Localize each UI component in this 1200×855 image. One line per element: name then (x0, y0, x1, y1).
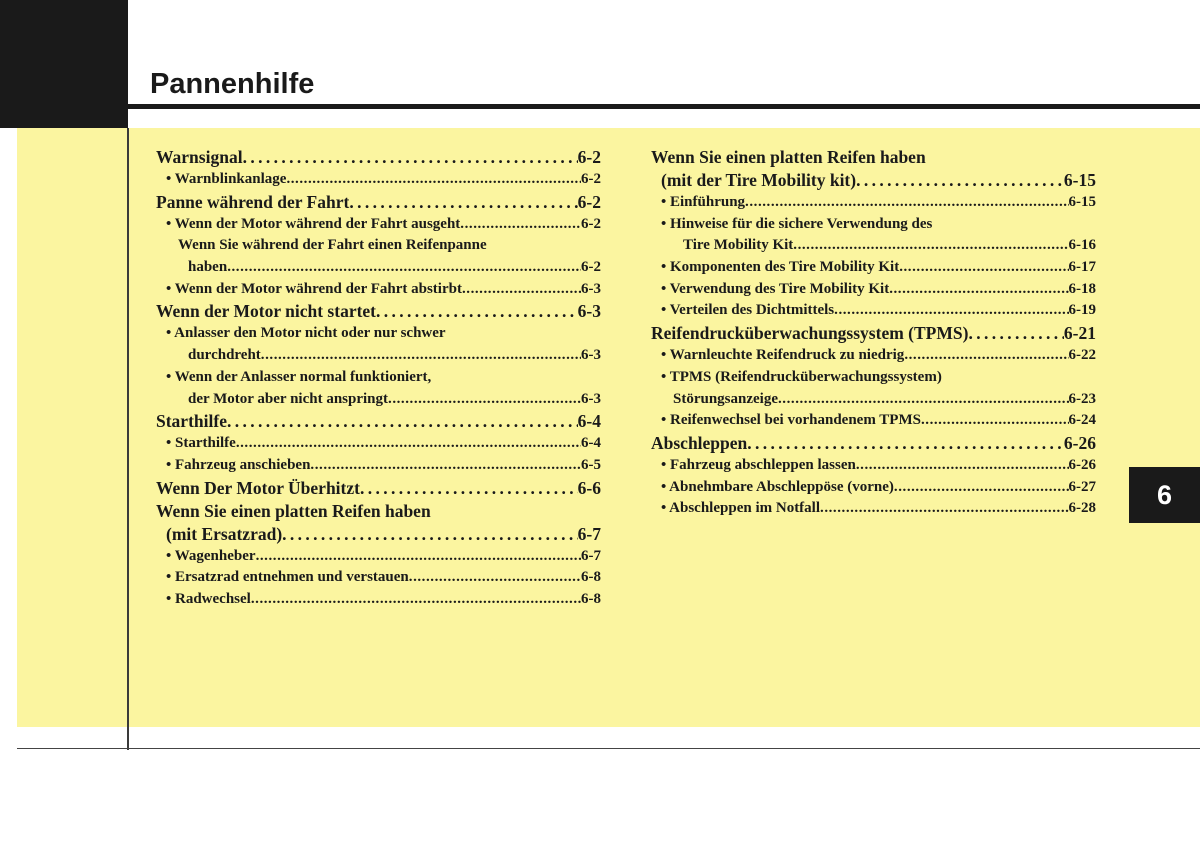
toc-entry-title: • Verwendung des Tire Mobility Kit (661, 280, 890, 297)
toc-entry (156, 323, 601, 345)
toc-entry-title: • Hinweise für die sichere Verwendung des (661, 215, 933, 232)
toc-page-number: 6-7 (577, 523, 601, 544)
toc-entry-title: der Motor aber nicht anspringt (188, 390, 389, 407)
toc-leader-dots (261, 345, 581, 367)
toc-entry[interactable] (651, 169, 1096, 192)
toc-page-number: 6-2 (577, 191, 601, 212)
toc-page-number: 6-17 (1068, 259, 1096, 276)
toc-leader-dots (460, 214, 581, 236)
toc-page-number: 6-15 (1063, 170, 1096, 190)
toc-entry-title: • Komponenten des Tire Mobility Kit (661, 259, 900, 276)
bottom-divider (17, 748, 1200, 749)
toc-entry[interactable] (156, 546, 601, 568)
toc-page-number: 6-21 (1063, 323, 1096, 344)
toc-entry-title: • Ersatzrad entnehmen und verstauen (166, 569, 409, 586)
toc-entry-title: • Anlasser den Motor nicht oder nur schwer (166, 325, 446, 342)
toc-leader-dots (856, 169, 1064, 192)
toc-leader-dots (894, 477, 1069, 499)
toc-page-number: 6-18 (1068, 280, 1096, 297)
toc-page-number: 6-8 (581, 590, 601, 607)
toc-entry-title: Wenn Sie einen platten Reifen haben (156, 500, 431, 521)
toc-entry[interactable] (156, 455, 601, 477)
toc-page-number: 6-23 (1068, 390, 1096, 407)
toc-entry-title: haben (188, 259, 228, 276)
toc-entry-title: • Abnehmbare Abschleppöse (vorne) (661, 478, 894, 495)
toc-leader-dots (820, 498, 1068, 520)
toc-page-number: 6-3 (577, 301, 601, 322)
toc-right-column (651, 146, 1096, 520)
toc-entry (651, 146, 1096, 169)
toc-entry-title: Abschleppen (651, 432, 748, 453)
toc-entry[interactable] (651, 389, 1096, 411)
corner-black-block (0, 0, 128, 128)
toc-entry[interactable] (651, 300, 1096, 322)
toc-entry-title: (mit der Tire Mobility kit) (661, 170, 857, 190)
toc-leader-dots (856, 455, 1069, 477)
toc-leader-dots (899, 257, 1068, 279)
toc-entry-title: Wenn Sie einen platten Reifen haben (651, 147, 926, 167)
toc-leader-dots (310, 455, 581, 477)
toc-entry-title: • Fahrzeug anschieben (166, 456, 311, 473)
toc-entry[interactable] (156, 257, 601, 279)
vertical-divider (127, 128, 129, 750)
toc-leader-dots (388, 389, 581, 411)
toc-entry-title: • Radwechsel (166, 590, 251, 607)
toc-leader-dots (376, 300, 578, 323)
toc-leader-dots (778, 389, 1069, 411)
toc-entry[interactable] (156, 214, 601, 236)
toc-entry-title: • Wenn der Anlasser normal funktioniert, (166, 368, 432, 385)
chapter-number-tab[interactable]: 6 (1129, 467, 1200, 523)
toc-entry (651, 214, 1096, 236)
toc-entry-title: • Einführung (661, 194, 746, 210)
toc-entry[interactable] (651, 498, 1096, 520)
toc-entry-title: Störungsanzeige (673, 390, 778, 407)
toc-entry[interactable] (156, 410, 601, 433)
toc-leader-dots (227, 410, 578, 433)
toc-entry-title: • Warnleuchte Reifendruck zu niedrig (661, 347, 905, 364)
toc-entry (156, 235, 601, 257)
toc-page-number: 6-2 (581, 171, 601, 187)
toc-entry-title: • Wagenheber (166, 547, 256, 564)
toc-left-column (156, 146, 601, 611)
toc-entry-title: Wenn Sie während der Fahrt einen Reifenpanne (178, 237, 487, 254)
toc-entry[interactable] (156, 523, 601, 546)
toc-page-number: 6-2 (581, 215, 601, 232)
toc-page-number: 6-19 (1068, 302, 1096, 319)
toc-entry[interactable] (651, 279, 1096, 301)
toc-page-number: 6-3 (581, 390, 601, 407)
toc-page-number: 6-2 (577, 147, 601, 167)
toc-entry-title: Wenn Der Motor Überhitzt (156, 477, 360, 498)
toc-entry[interactable] (156, 433, 601, 455)
toc-leader-dots (282, 523, 578, 546)
toc-leader-dots (745, 192, 1068, 214)
toc-entry-title: durchdreht (188, 347, 261, 364)
toc-leader-dots (462, 279, 581, 301)
toc-entry-title: • Verteilen des Dichtmittels (661, 302, 835, 319)
toc-entry[interactable] (651, 477, 1096, 499)
toc-entry-title: • Wenn der Motor während der Fahrt ausgeht (166, 215, 461, 232)
toc-leader-dots (409, 567, 581, 589)
toc-entry[interactable] (651, 345, 1096, 367)
toc-entry-title: Wenn der Motor nicht startet (156, 301, 377, 322)
toc-entry[interactable] (651, 432, 1096, 455)
toc-entry[interactable] (156, 191, 601, 214)
toc-page-number: 6-4 (577, 411, 601, 432)
toc-page-number: 6-26 (1063, 432, 1096, 453)
toc-entry-title: • Fahrzeug abschleppen lassen (661, 456, 856, 473)
toc-entry[interactable] (156, 169, 601, 191)
toc-entry[interactable] (156, 389, 601, 411)
toc-leader-dots (243, 146, 578, 169)
toc-leader-dots (889, 279, 1068, 301)
toc-leader-dots (251, 589, 581, 611)
toc-entry[interactable] (156, 300, 601, 323)
toc-entry-title: Tire Mobility Kit (683, 237, 794, 254)
toc-leader-dots (349, 191, 577, 214)
toc-page-number: 6-6 (577, 477, 601, 498)
toc-leader-dots (227, 257, 581, 279)
toc-entry[interactable] (651, 410, 1096, 432)
toc-entry[interactable] (156, 345, 601, 367)
toc-leader-dots (286, 169, 581, 191)
toc-entry[interactable] (651, 235, 1096, 257)
toc-leader-dots (236, 433, 581, 455)
toc-page-number: 6-3 (581, 347, 601, 364)
toc-entry-title: • Starthilfe (166, 435, 236, 452)
toc-entry-title: Warnsignal (156, 147, 243, 167)
toc-entry-title: • Reifenwechsel bei vorhandenem TPMS (661, 412, 921, 429)
toc-entry[interactable] (156, 146, 601, 169)
toc-entry-title: Starthilfe (156, 411, 227, 432)
toc-entry (156, 500, 601, 523)
toc-page-number: 6-7 (581, 547, 601, 564)
toc-page-number: 6-8 (581, 569, 601, 586)
toc-entry[interactable] (651, 455, 1096, 477)
title-underline (128, 104, 1200, 109)
toc-leader-dots (360, 477, 578, 500)
toc-leader-dots (747, 432, 1064, 455)
toc-leader-dots (793, 235, 1068, 257)
toc-page-number: 6-16 (1068, 237, 1096, 254)
toc-entry[interactable] (651, 322, 1096, 345)
toc-leader-dots (904, 345, 1068, 367)
toc-entry (651, 367, 1096, 389)
toc-page-number: 6-3 (581, 280, 601, 297)
toc-entry-title: Panne während der Fahrt (156, 191, 350, 212)
toc-entry[interactable] (156, 567, 601, 589)
toc-leader-dots (256, 546, 581, 568)
toc-page-number: 6-26 (1068, 456, 1096, 473)
toc-page-number: 6-24 (1068, 412, 1096, 429)
toc-entry-title: • Wenn der Motor während der Fahrt abstirbt (166, 280, 462, 297)
toc-page-number: 6-15 (1068, 194, 1096, 210)
toc-entry[interactable] (156, 279, 601, 301)
toc-page-number: 6-4 (581, 435, 601, 452)
toc-entry-title: • Warnblinkanlage (166, 171, 287, 187)
toc-entry[interactable] (156, 589, 601, 611)
toc-entry[interactable] (156, 477, 601, 500)
toc-leader-dots (968, 322, 1063, 345)
toc-page-number: 6-5 (581, 456, 601, 473)
toc-page-number: 6-27 (1068, 478, 1096, 495)
toc-entry[interactable] (651, 192, 1096, 214)
page-title: Pannenhilfe (150, 68, 315, 100)
toc-page-number: 6-22 (1068, 347, 1096, 364)
toc-leader-dots (921, 410, 1069, 432)
toc-entry-title: Reifendrucküberwachungssystem (TPMS) (651, 323, 969, 344)
toc-entry (156, 367, 601, 389)
toc-entry-title: • Abschleppen im Notfall (661, 500, 821, 517)
toc-entry[interactable] (651, 257, 1096, 279)
toc-page-number: 6-28 (1068, 500, 1096, 517)
toc-page-number: 6-2 (581, 259, 601, 276)
toc-entry-title: • TPMS (Reifendrucküberwachungssystem) (661, 368, 942, 385)
toc-entry-title: (mit Ersatzrad) (166, 523, 283, 544)
toc-leader-dots (834, 300, 1068, 322)
